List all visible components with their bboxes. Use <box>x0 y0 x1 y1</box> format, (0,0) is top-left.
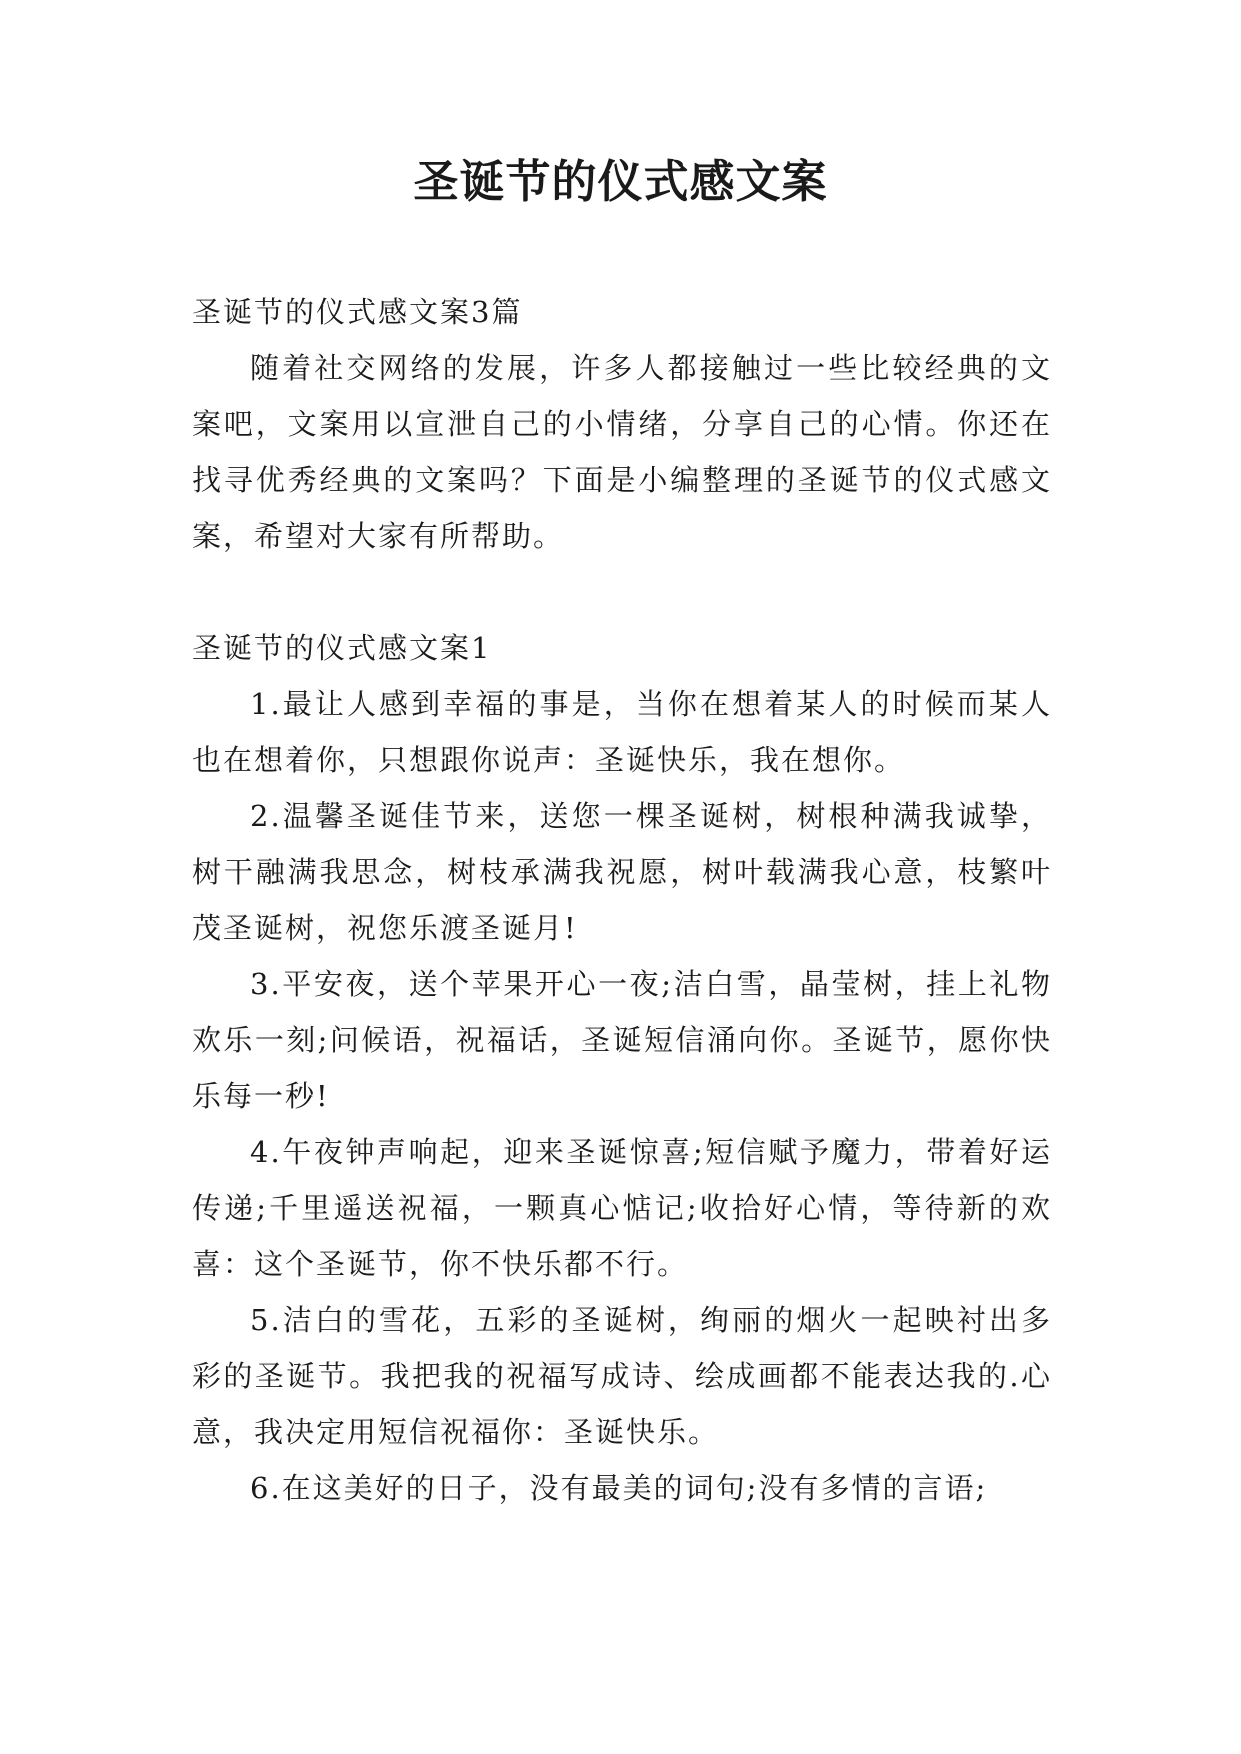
paragraph-spacer <box>192 564 1052 620</box>
section-heading: 圣诞节的仪式感文案1 <box>192 631 492 665</box>
document-subtitle: 圣诞节的仪式感文案3篇 <box>192 295 523 329</box>
list-item: 2.温馨圣诞佳节来，送您一棵圣诞树，树根种满我诚挚，树干融满我思念，树枝承满我祝愿，树叶载满我心意，枝繁叶茂圣诞树，祝您乐渡圣诞月! <box>192 799 1052 945</box>
document-title: 圣诞节的仪式感文案 <box>413 155 828 208</box>
list-item: 5.洁白的雪花，五彩的圣诞树，绚丽的烟火一起映衬出多彩的圣诞节。我把我的祝福写成诗、绘成画都不能表达我的.心意，我决定用短信祝福你：圣诞快乐。 <box>192 1303 1052 1449</box>
intro-paragraph: 随着社交网络的发展，许多人都接触过一些比较经典的文案吧，文案用以宣泄自己的小情绪，分享自己的心情。你还在找寻优秀经典的文案吗？下面是小编整理的圣诞节的仪式感文案，希望对大家有所帮助。 <box>192 351 1052 553</box>
document-body <box>192 284 1052 1516</box>
list-item: 4.午夜钟声响起，迎来圣诞惊喜;短信赋予魔力，带着好运传递;千里遥送祝福，一颗真心惦记;收拾好心情，等待新的欢喜：这个圣诞节，你不快乐都不行。 <box>192 1135 1052 1281</box>
list-item: 6.在这美好的日子，没有最美的词句;没有多情的言语; <box>250 1471 988 1505</box>
list-item: 3.平安夜，送个苹果开心一夜;洁白雪，晶莹树，挂上礼物欢乐一刻;问候语，祝福话，圣诞短信涌向你。圣诞节，愿你快乐每一秒! <box>192 967 1052 1113</box>
list-item: 1.最让人感到幸福的事是，当你在想着某人的时候而某人也在想着你，只想跟你说声：圣诞快乐，我在想你。 <box>192 687 1052 777</box>
